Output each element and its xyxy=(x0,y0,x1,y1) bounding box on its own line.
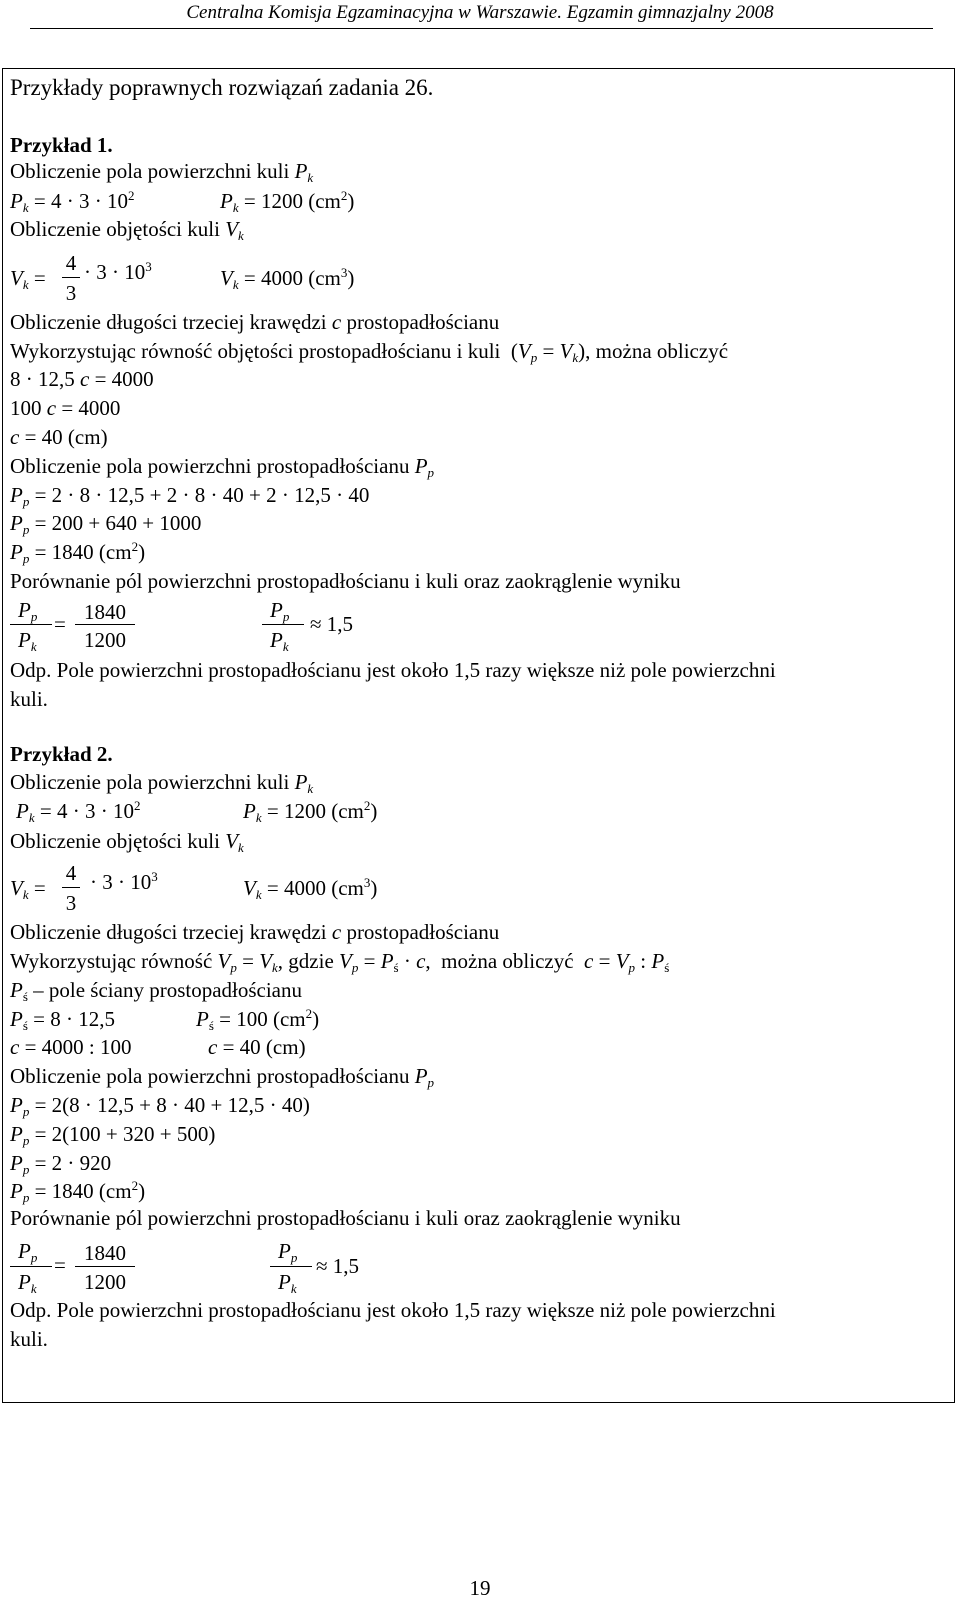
example1-eq-100c: 100 c = 4000 xyxy=(10,396,121,420)
example2-c-division: c = 4000 : 100 xyxy=(10,1035,132,1059)
example1-ratio-num: $P_p$ xyxy=(18,598,38,624)
example2-box-area-formula: $P_p = 2(8 \cdot 12,5 + 8 \cdot 40 + 12,5 \cdot 40)$ xyxy=(10,1093,310,1119)
example1-step-comparison: Porównanie pól powierzchni prostopadłościanu i kuli oraz zaokrąglenie wyniku xyxy=(10,569,681,593)
example2-wall-area-result: $P_ś = 100$ $(cm^2)$ xyxy=(196,1006,320,1033)
page-number: 19 xyxy=(469,1576,491,1600)
example1-sphere-area-result: $P_k = 1200$ $(cm^2)$ xyxy=(220,188,355,215)
example2-step-third-edge: Obliczenie długości trzeciej krawędzi c prostopadłościanu xyxy=(10,920,500,944)
example2-answer-end: kuli. xyxy=(10,1327,48,1351)
example1-answer-end: kuli. xyxy=(10,687,48,711)
example2-c-result: c = 40 (cm) xyxy=(208,1035,306,1059)
example1-ratio-den: $P_k$ xyxy=(18,628,37,654)
example1-box-area-formula: $P_p = 2 \cdot 8 \cdot 12,5 + 2 \cdot 8 \cdot 40 + 2 \cdot 12,5 \cdot 40$ xyxy=(10,483,370,509)
example2-step-comparison: Porównanie pól powierzchni prostopadłościanu i kuli oraz zaokrąglenie wyniku xyxy=(10,1206,681,1230)
example1-volume-result: $V_k = 4000$ $(cm^3)$ xyxy=(220,265,355,292)
example2-ratio2-den: $P_k$ xyxy=(278,1270,297,1296)
example1-heading: Przykład 1. xyxy=(10,133,113,157)
example2-approx-result: ≈ 1,5 xyxy=(316,1254,360,1278)
example2-volume-rest: · $3 \cdot 10^3$ xyxy=(90,869,158,894)
example2-box-area-product: $P_p = 2 \cdot 920$ xyxy=(10,1151,112,1177)
example1-answer: Odp. Pole powierzchni prostopadłościanu jest około 1,5 razy większe niż pole powierzchni xyxy=(10,658,776,682)
section-title: Przykłady poprawnych rozwiązań zadania 26. xyxy=(10,75,434,100)
example2-ratio-eq: = xyxy=(54,1253,66,1277)
example1-volume-equality: Wykorzystując równość objętości prostopadłościanu i kuli $(V_p = V_k)$, można obliczyć xyxy=(10,339,729,365)
example1-volume-frac-den: 3 xyxy=(65,281,77,305)
example2-ratio-value-den: 1200 xyxy=(84,1270,126,1294)
example1-sphere-area-formula: $P_k = 4 \cdot 3 \cdot 10^2$ xyxy=(10,188,135,215)
example2-step-sphere-volume: Obliczenie objętości kuli $V_k$ xyxy=(10,829,244,855)
example1-volume-rest: · $3 \cdot 10^3$ xyxy=(84,259,152,284)
page-header: Centralna Komisja Egzaminacyjna w Warszawie. Egzamin gimnazjalny 2008 xyxy=(186,2,774,23)
example1-volume-frac-bar xyxy=(62,277,80,278)
example1-volume-frac-num: 4 xyxy=(65,251,77,275)
example1-ratio2-den: $P_k$ xyxy=(270,628,289,654)
example1-ratio-value-bar xyxy=(75,624,135,625)
example2-volume-equality: Wykorzystując równość $V_p = V_k$, gdzie $V_p = P_ś \cdot c$, można obliczyć $c = V_p$ : $P_ś$ xyxy=(10,949,670,975)
example2-box-area-result: $P_p = 1840$ $(cm^2)$ xyxy=(10,1178,146,1205)
example2-wall-area-formula: $P_ś = 8 \cdot 12,5$ xyxy=(10,1007,115,1033)
example1-ratio2-num: $P_p$ xyxy=(270,598,290,624)
example1-box-area-result: $P_p = 1840$ $(cm^2)$ xyxy=(10,539,146,566)
example2-volume-lhs: $V_k$ = xyxy=(10,876,46,902)
example2-volume-frac-den: 3 xyxy=(65,891,77,915)
example1-ratio-bar xyxy=(10,624,52,625)
example2-answer: Odp. Pole powierzchni prostopadłościanu jest około 1,5 razy większe niż pole powierzchni xyxy=(10,1298,776,1322)
example1-approx-result: ≈ 1,5 xyxy=(310,612,354,636)
example2-ratio2-num: $P_p$ xyxy=(278,1239,298,1265)
example1-volume-lhs: $V_k$ = xyxy=(10,266,46,292)
example2-sphere-area-result: $P_k = 1200$ $(cm^2)$ xyxy=(243,798,378,825)
example2-wall-area-def: $P_ś$ – pole ściany prostopadłościanu xyxy=(10,978,302,1004)
example2-ratio-value-num: 1840 xyxy=(84,1241,126,1265)
example2-ratio-bar xyxy=(10,1266,52,1267)
example1-step-box-area: Obliczenie pola powierzchni prostopadłościanu $P_p$ xyxy=(10,454,435,480)
example1-ratio-value-den: 1200 xyxy=(84,628,126,652)
example1-eq-c: c = 40 (cm) xyxy=(10,425,108,449)
example2-volume-result: $V_k = 4000$ $(cm^3)$ xyxy=(243,875,378,902)
example2-box-area-sum: $P_p = 2(100 + 320 + 500)$ xyxy=(10,1122,216,1148)
example1-step-sphere-area: Obliczenie pola powierzchni kuli $P_k$ xyxy=(10,159,314,185)
example1-step-third-edge: Obliczenie długości trzeciej krawędzi c prostopadłościanu xyxy=(10,310,500,334)
example2-volume-frac-bar xyxy=(62,887,80,888)
example2-ratio-num: $P_p$ xyxy=(18,1239,38,1265)
example2-ratio2-bar xyxy=(270,1266,312,1267)
example1-step-sphere-volume: Obliczenie objętości kuli $V_k$ xyxy=(10,217,244,243)
header-rule xyxy=(30,28,933,29)
example2-volume-frac-num: 4 xyxy=(65,861,77,885)
example1-ratio2-bar xyxy=(262,624,304,625)
example2-step-box-area: Obliczenie pola powierzchni prostopadłościanu $P_p$ xyxy=(10,1064,435,1090)
example2-heading: Przykład 2. xyxy=(10,742,113,766)
example1-ratio-value-num: 1840 xyxy=(84,600,126,624)
example2-ratio-den: $P_k$ xyxy=(18,1270,37,1296)
example1-ratio-eq: = xyxy=(54,612,66,636)
example1-box-area-sum: $P_p = 200 + 640 + 1000$ xyxy=(10,511,202,537)
example2-step-sphere-area: Obliczenie pola powierzchni kuli $P_k$ xyxy=(10,770,314,796)
example2-sphere-area-formula: $P_k = 4 \cdot 3 \cdot 10^2$ xyxy=(16,798,141,825)
example2-ratio-value-bar xyxy=(75,1266,135,1267)
example1-eq-8c: 8 · 12,5 c = 4000 xyxy=(10,367,154,391)
